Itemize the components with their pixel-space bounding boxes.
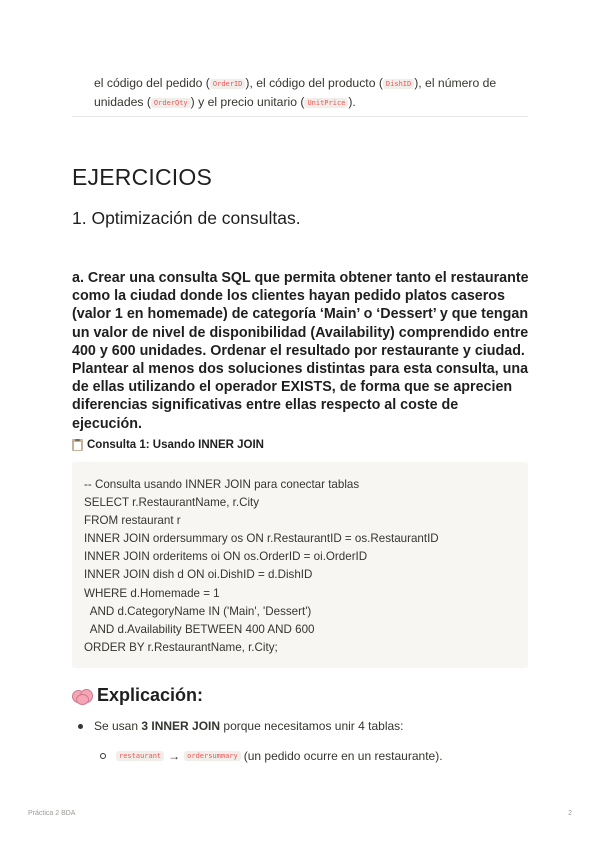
arrow-icon: → (168, 749, 181, 763)
list-item (78, 717, 528, 735)
intro-paragraph (94, 74, 534, 112)
bullet-icon (78, 724, 83, 729)
page-number: 2 (568, 810, 572, 817)
intro-text-1: el código del pedido ( (94, 76, 210, 90)
bullet-pre: Se usan (94, 719, 142, 733)
footer-title: Práctica 2 BDA (28, 810, 76, 817)
bullet-bold: 3 INNER JOIN (141, 719, 221, 733)
section-heading: EJERCICIOS (72, 164, 213, 190)
code-line: ORDER BY r.RestaurantName, r.City; (84, 640, 278, 654)
code-line: AND d.Availability BETWEEN 400 AND 600 (84, 622, 315, 636)
intro-text-4: ) y el precio unitario ( (190, 95, 305, 109)
sub-bullet-text: (un pedido ocurre en un restaurante). (243, 749, 443, 763)
code-line: INNER JOIN orderitems oi ON os.OrderID = oi.OrderID (84, 550, 368, 564)
bullet-text (94, 719, 404, 733)
code-line: -- Consulta usando INNER JOIN para conectar tablas (84, 478, 360, 491)
bullet-post: porque necesitamos unir 4 tablas: (220, 719, 404, 733)
inline-code-orderqty: OrderQty (151, 98, 191, 108)
subsection-heading: 1. Optimización de consultas. (72, 208, 301, 228)
intro-text-5: ). (348, 95, 356, 109)
inline-code-orderid: OrderID (210, 79, 246, 89)
sql-code-block[interactable] (72, 462, 528, 668)
explanation-list (78, 717, 528, 765)
code-line: SELECT r.RestaurantName, r.City (84, 496, 260, 510)
code-line: WHERE d.Homemade = 1 (84, 586, 220, 600)
explanation-title: Explicación: (97, 685, 204, 705)
clipboard-icon (72, 439, 83, 451)
code-line: INNER JOIN dish d ON oi.DishID = d.DishID (84, 568, 313, 582)
explanation-heading (72, 685, 203, 706)
divider (72, 116, 528, 117)
code-line: AND d.CategoryName IN ('Main', 'Dessert') (84, 604, 312, 618)
intro-text-3: ), el número de unidades ( (94, 76, 497, 109)
query-callout (72, 439, 264, 451)
callout-label: Consulta 1: Usando INNER JOIN (87, 439, 264, 451)
code-line: INNER JOIN ordersummary os ON r.RestaurantID = os.RestaurantID (84, 532, 439, 546)
inline-code-ordersummary: ordersummary (184, 751, 241, 761)
brain-icon (72, 688, 92, 704)
inline-code-restaurant: restaurant (116, 751, 164, 761)
intro-text-2: ), el código del producto ( (245, 76, 383, 90)
inline-code-dishid: DishID (383, 79, 414, 89)
inline-code-unitprice: UnitPrice (304, 98, 348, 108)
sub-list-item (100, 747, 528, 765)
code-line: FROM restaurant r (84, 514, 181, 528)
exercise-question: a. Crear una consulta SQL que permita obtener tanto el restaurante como la ciudad donde los clientes hayan pedido platos caseros (valor 1 en homemade) de categoría ‘Main’ o ‘Dessert’ y que tengan un valor de nivel de disponibilidad (Availability) comprendido entre 400 y 600 unidades. Ordenar el resultado por restaurante y ciudad. Plantear al menos dos soluciones distintas para esta consulta, una de ellas utilizando el operador EXISTS, de forma que se aprecien diferencias significativas entre ellas respecto al coste de ejecución. (72, 270, 529, 432)
sub-bullet-icon (100, 753, 106, 759)
